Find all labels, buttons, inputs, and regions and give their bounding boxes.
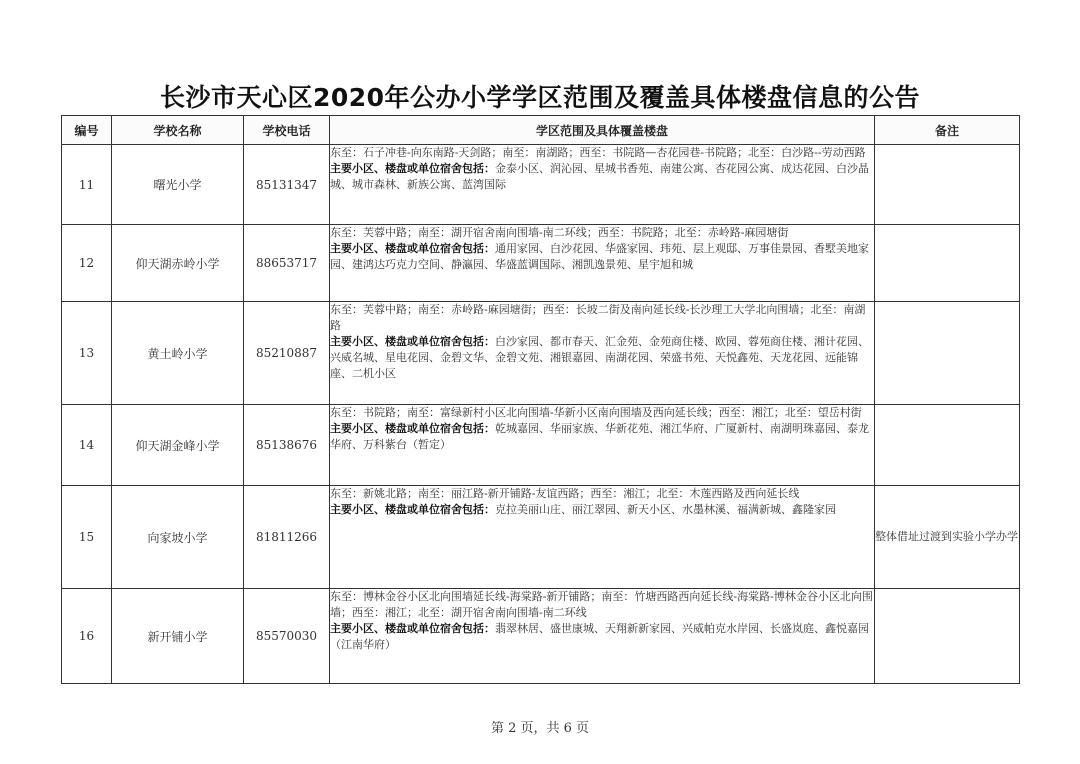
- includes-list: 通用家园、白沙花园、华盛家园、玮苑、层上观邸、万事佳景园、香墅美地家园、建鸿达巧克力空间、静瀛园、华盛蓝调国际、湘凯逸景苑、星宇旭和城: [330, 242, 869, 271]
- row-num: 14: [62, 405, 112, 486]
- row-num: 15: [62, 486, 112, 589]
- table-row: [62, 145, 1020, 225]
- includes-label: 主要小区、楼盘或单位宿舍包括：: [330, 422, 495, 435]
- row-district-range: [330, 405, 875, 486]
- range-bounds: 东至：博林金谷小区北向围墙延长线-海棠路-新开铺路；南至：竹塘西路西向延长线-海棠路-博林金谷小区北向围墙；西至：湘江；北至：湖开宿舍南向围墙-南二环线: [330, 590, 873, 619]
- header-school-name: 学校名称: [112, 116, 244, 145]
- row-num: 11: [62, 145, 112, 225]
- row-school-phone: 88653717: [244, 225, 330, 302]
- row-school-name: 黄土岭小学: [112, 302, 244, 405]
- row-district-range: [330, 145, 875, 225]
- header-district-range: 学区范围及具体覆盖楼盘: [330, 116, 875, 145]
- range-includes: [330, 161, 874, 193]
- row-note: [875, 145, 1020, 225]
- row-note: [875, 405, 1020, 486]
- row-num: 13: [62, 302, 112, 405]
- table-header-row: [62, 116, 1020, 145]
- row-school-name: 仰天湖赤岭小学: [112, 225, 244, 302]
- row-school-phone: 81811266: [244, 486, 330, 589]
- header-num: 编号: [62, 116, 112, 145]
- row-school-name: 向家坡小学: [112, 486, 244, 589]
- range-bounds: 东至：芙蓉中路；南至：湖开宿舍南向围墙-南二环线；西至：书院路；北至：赤岭路-麻园塘街: [330, 226, 789, 239]
- includes-label: 主要小区、楼盘或单位宿舍包括：: [330, 503, 495, 516]
- page-footer: 第 2 页，共 6 页: [490, 721, 590, 736]
- row-district-range: [330, 225, 875, 302]
- table-row: [62, 589, 1020, 684]
- row-school-name: 曙光小学: [112, 145, 244, 225]
- row-num: 12: [62, 225, 112, 302]
- header-note: 备注: [875, 116, 1020, 145]
- row-district-range: [330, 302, 875, 405]
- row-school-phone: 85138676: [244, 405, 330, 486]
- range-includes: [330, 334, 874, 382]
- row-note: [875, 589, 1020, 684]
- includes-list: 金泰小区、润沁园、星城书香苑、南建公寓、杏花园公寓、成达花园、白沙晶城、城市森林、新族公寓、蓝湾国际: [330, 162, 869, 191]
- range-bounds: 东至：新姚北路；南至：丽江路-新开铺路-友谊西路；西至：湘江；北至：木莲西路及西向延长线: [330, 487, 800, 500]
- includes-label: 主要小区、楼盘或单位宿舍包括：: [330, 162, 495, 175]
- row-school-name: 新开铺小学: [112, 589, 244, 684]
- row-note: 整体借址过渡到实验小学办学: [875, 486, 1020, 589]
- includes-label: 主要小区、楼盘或单位宿舍包括：: [330, 335, 495, 348]
- table-row: [62, 405, 1020, 486]
- school-district-table: [61, 115, 1020, 684]
- includes-list: 白沙家园、都市春天、汇金苑、金苑商住楼、欧园、蓉苑商住楼、湘计花园、兴威名城、星电花园、金碧文华、金碧文苑、湘银嘉园、南湖花园、荣盛书苑、天悦鑫苑、天龙花园、远能锦座、二机小区: [330, 335, 869, 380]
- page-title: 长沙市天心区2020年公办小学学区范围及覆盖具体楼盘信息的公告: [159, 83, 921, 112]
- table-row: [62, 225, 1020, 302]
- row-school-phone: 85570030: [244, 589, 330, 684]
- range-includes: [330, 241, 874, 273]
- table-row: [62, 302, 1020, 405]
- row-school-phone: 85210887: [244, 302, 330, 405]
- includes-list: 翡翠林居、盛世康城、天翔新新家园、兴威帕克水岸园、长盛岚庭、鑫悦嘉园（江南华府）: [330, 622, 869, 651]
- range-includes: [330, 621, 874, 653]
- range-bounds: 东至：石子冲巷-向东南路-天剑路；南至：南湖路；西至：书院路—杏花园巷-书院路；北至：白沙路--劳动西路: [330, 146, 866, 159]
- row-note: [875, 302, 1020, 405]
- includes-list: 克拉美丽山庄、丽江翠园、新天小区、水墨林溪、福满新城、鑫隆家园: [495, 503, 836, 516]
- row-district-range: [330, 589, 875, 684]
- range-bounds: 东至：书院路；南至：富绿新村小区北向围墙-华新小区南向围墙及西向延长线；西至：湘江；北至：望岳村街: [330, 406, 862, 419]
- includes-list: 乾城嘉园、华丽家族、华新花苑、湘江华府、广厦新村、南湖明珠嘉园、泰龙华府、万科紫台（暂定）: [330, 422, 869, 451]
- row-num: 16: [62, 589, 112, 684]
- includes-label: 主要小区、楼盘或单位宿舍包括：: [330, 242, 495, 255]
- range-bounds: 东至：芙蓉中路；南至：赤岭路-麻园塘街；西至：长坡二街及南向延长线-长沙理工大学北向围墙；北至：南湖路: [330, 303, 866, 332]
- table-row: [62, 486, 1020, 589]
- includes-label: 主要小区、楼盘或单位宿舍包括：: [330, 622, 495, 635]
- range-includes: [330, 502, 874, 518]
- row-school-phone: 85131347: [244, 145, 330, 225]
- row-district-range: [330, 486, 875, 589]
- header-school-phone: 学校电话: [244, 116, 330, 145]
- row-note: [875, 225, 1020, 302]
- range-includes: [330, 421, 874, 453]
- row-school-name: 仰天湖金峰小学: [112, 405, 244, 486]
